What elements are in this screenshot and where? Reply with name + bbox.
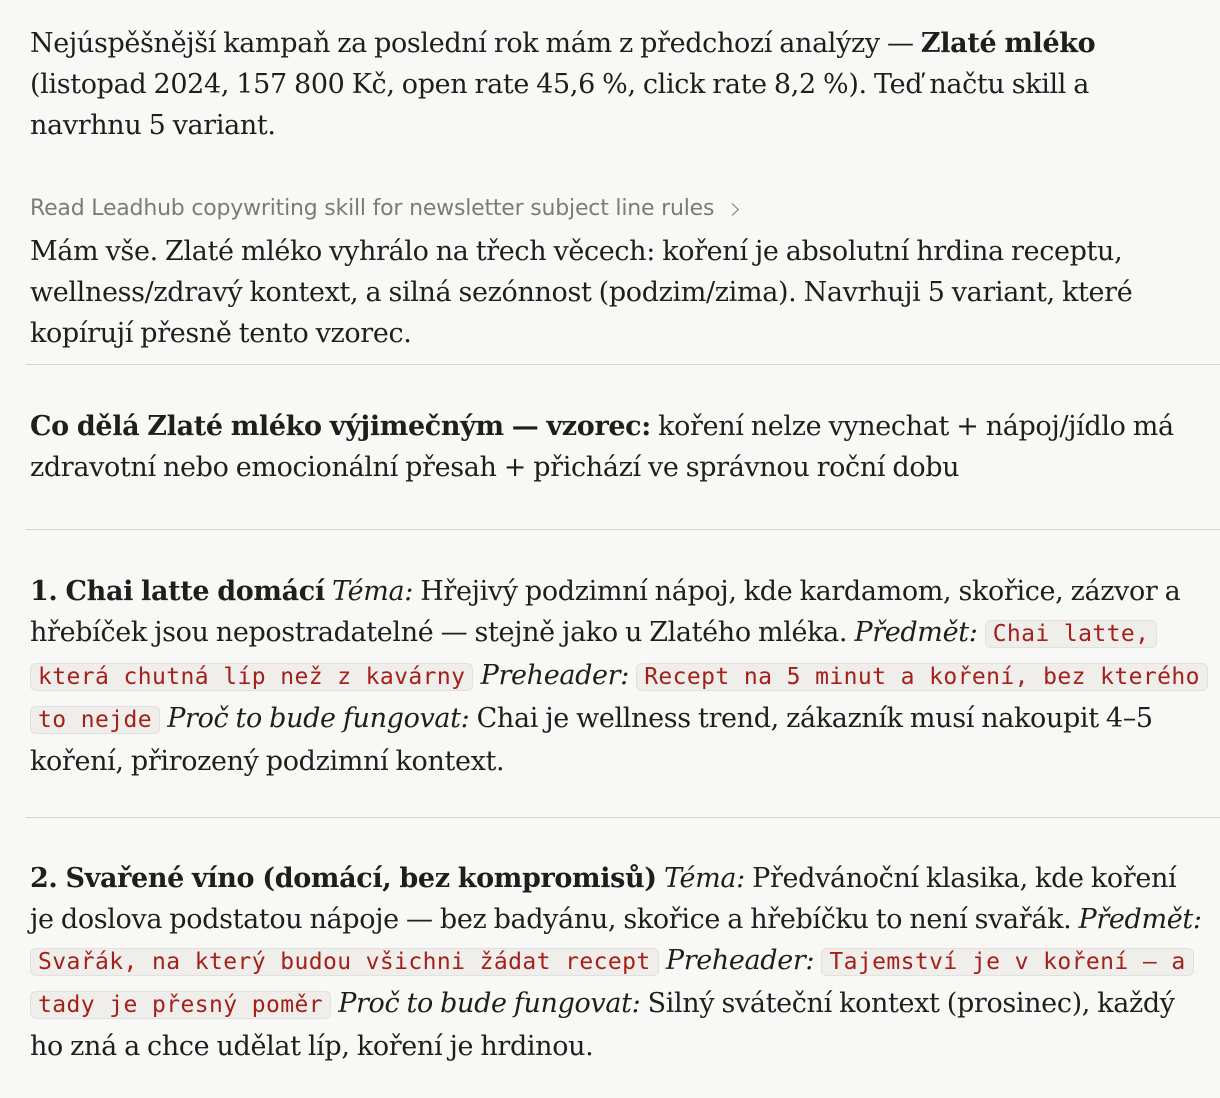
variant-title: 2. Svařené víno (domácí, bez kompromisů) <box>30 863 657 894</box>
pattern-text: koření nelze vynechat + nápoj/jídlo má zdravotní nebo emocionální přesah + přichází ve správnou roční dobu <box>30 411 1174 483</box>
tool-call-label: Read Leadhub copywriting skill for newsletter subject line rules <box>30 196 715 221</box>
divider <box>26 529 1220 530</box>
chevron-right-icon <box>726 203 739 216</box>
variant-title: 1. Chai latte domácí <box>30 576 325 607</box>
tema-text: Předvánoční klasika, kde koření je doslova podstatou nápoje — bez badyánu, skořice a hřebíčku to není svařák. <box>30 863 1177 935</box>
variant-2 <box>30 858 1206 1067</box>
preheader-label: Preheader: <box>480 660 629 691</box>
pattern-heading: Co dělá Zlaté mléko výjimečným — vzorec: <box>30 411 651 442</box>
variant-1 <box>30 571 1206 782</box>
preheader-label: Preheader: <box>665 945 815 976</box>
intro-text-rest: (listopad 2024, 157 800 Kč, open rate 45,6 %, click rate 8,2 %). Teď načtu skill a navrhnu 5 variant. <box>30 69 1090 141</box>
intro-text: Nejúspěšnější kampaň za poslední rok mám z předchozí analýzy — <box>30 28 921 59</box>
variant-paragraph <box>30 858 1206 1067</box>
subject-line-code: Svařák, na který budou všichni žádat recept <box>30 948 659 976</box>
reason-label: Proč to bude fungovat: <box>167 703 470 734</box>
subject-line-code: Chai latte, která chutná líp než z kavárny <box>30 620 1157 691</box>
pattern-section <box>30 406 1206 488</box>
divider <box>26 364 1220 365</box>
variant-paragraph <box>30 571 1206 782</box>
predmet-label: Předmět: <box>854 617 978 648</box>
preheader-code: Tajemství je v koření — a tady je přesný poměr <box>30 948 1194 1019</box>
summary-paragraph: Mám vše. Zlaté mléko vyhrálo na třech věcech: koření je absolutní hrdina receptu, wellness/zdravý kontext, a silná sezónnost (podzim/zima). Navrhuji 5 variant, které kopírují přesně tento vzorec. <box>30 236 1133 349</box>
preheader-code: Recept na 5 minut a koření, bez kterého to nejde <box>30 663 1208 734</box>
tema-label: Téma: <box>663 863 745 894</box>
reason-text: Silný sváteční kontext (prosinec), každý ho zná a chce udělat líp, koření je hrdinou. <box>30 988 1175 1062</box>
message-content <box>30 23 1206 354</box>
tema-label: Téma: <box>332 576 413 607</box>
tool-call-expander[interactable] <box>30 193 737 225</box>
divider <box>26 817 1220 818</box>
intro-paragraph <box>30 23 1206 146</box>
pattern-paragraph <box>30 406 1206 488</box>
campaign-name: Zlaté mléko <box>920 28 1096 59</box>
tema-text: Hřejivý podzimní nápoj, kde kardamom, skořice, zázvor a hřebíček jsou nepostradatelné — stejně jako u Zlatého mléka. <box>30 576 1181 648</box>
reason-label: Proč to bude fungovat: <box>338 988 641 1019</box>
reason-text: Chai je wellness trend, zákazník musí nakoupit 4–5 koření, přirozený podzimní kontext. <box>30 703 1153 777</box>
predmet-label: Předmět: <box>1078 904 1202 935</box>
